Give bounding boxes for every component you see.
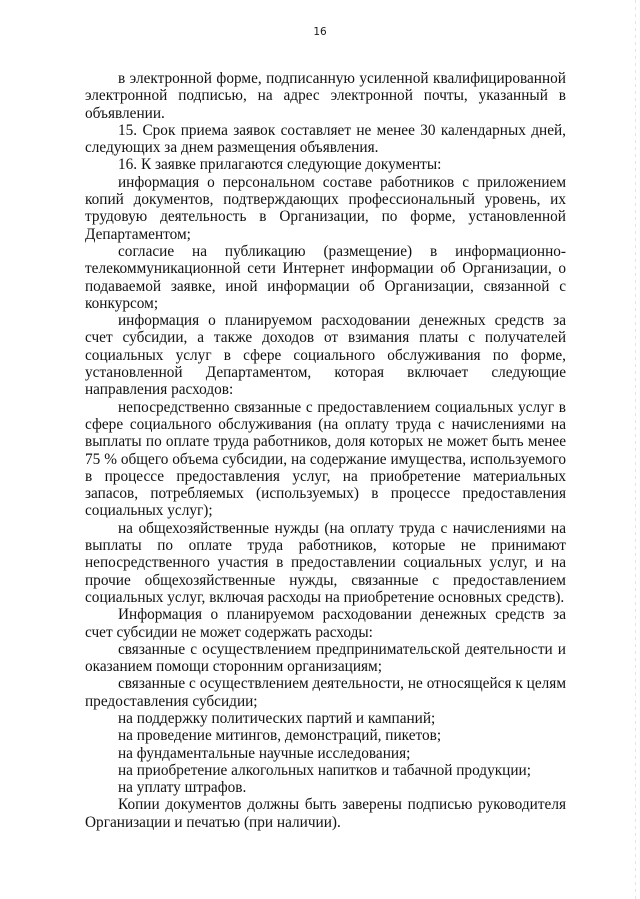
paragraph-restriction-rallies: на проведение митингов, демонстраций, пикетов; (118, 727, 442, 745)
paragraph-restriction-fines: на уплату штрафов. (118, 779, 247, 797)
scan-edge-artifact (635, 0, 636, 899)
paragraph-restriction-research: на фундаментальные научные исследования; (118, 744, 411, 762)
paragraph-spending-info: информация о планируемом расходовании денежных средств за счет субсидии, а также доходов от взимания платы с получателей социальных услуг в сфере социального обслуживания по форме, установленной Департаментом, которая включает следующие направления расходов: (85, 312, 566, 399)
paragraph-item-15: 15. Срок приема заявок составляет не менее 30 календарных дней, следующих за днем размещения объявления. (85, 121, 566, 157)
paragraph-restriction-unrelated: связанные с осуществлением деятельности, не относящейся к целям предоставления субсидии; (85, 675, 566, 710)
paragraph-restrictions: Информация о планируемом расходовании денежных средств за счет субсидии не может содержать расходы: (85, 606, 566, 641)
paragraph-restriction-politics: на поддержку политических партий и кампаний; (118, 709, 436, 727)
paragraph-restriction-business: связанные с осуществлением предпринимательской деятельности и оказанием помощи сторонним организациям; (85, 640, 566, 676)
paragraph-staff-info: информация о персональном составе работников с приложением копий документов, подтверждающих профессиональный уровень, их трудовую деятельность в Организации, по форме, установленной Департаментом; (85, 173, 566, 243)
paragraph-publication-consent: согласие на публикацию (размещение) в информационно-телекоммуникационной сети Интернет информации об Организации, о подаваемой заявке, иной информации об Организации, связанной с конкурсом; (85, 242, 566, 312)
paragraph-copies-certification: Копии документов должны быть заверены подписью руководителя Организации и печатью (при наличии). (85, 796, 566, 831)
paragraph-submission-form: в электронной форме, подписанную усиленной квалифицированной электронной подписью, на адрес электронной почты, указанный в объявлении. (85, 70, 566, 122)
document-body (85, 70, 566, 831)
paragraph-general-expenses: на общехозяйственные нужды (на оплату труда с начислениями на выплаты по оплате труда работников, которые не принимают непосредственного участия в предоставлении социальных услуг, и на прочие общехозяйственные нужды, связанные с предоставлением социальных услуг, включая расходы на приобретение основных средств). (85, 519, 566, 606)
paragraph-restriction-alcohol-tobacco: на приобретение алкогольных напитков и табачной продукции; (118, 761, 531, 779)
paragraph-item-16: 16. К заявке прилагаются следующие документы: (118, 156, 442, 174)
page-number: 16 (313, 26, 327, 38)
paragraph-direct-expenses: непосредственно связанные с предоставлением социальных услуг в сфере социального обслуживания (на оплату труда с начислениями на выплаты по оплате труда работников, доля которых не может быть менее 75 % общего объема субсидии, на содержание имущества, используемого в процессе предоставления услуг, на приобретение материальных запасов, потребляемых (используемых) в процессе предоставления социальных услуг); (85, 398, 566, 520)
